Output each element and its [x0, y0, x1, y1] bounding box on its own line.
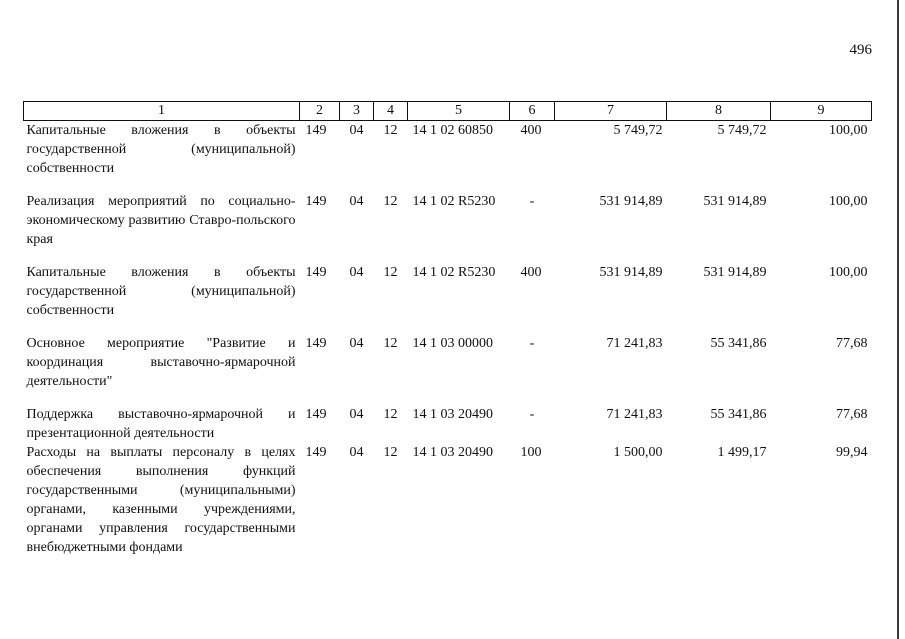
table-row [24, 334, 872, 391]
cell-target: 14 1 02 R5230 [412, 194, 496, 209]
cell-percent: 100,00 [829, 123, 868, 138]
cell-plan: 1 500,00 [613, 445, 663, 460]
cell-percent: 100,00 [829, 265, 868, 280]
cell-percent: 100,00 [829, 194, 868, 209]
cell-section: 04 [349, 265, 364, 280]
row-name: Капитальные вложения в объекты государственной (муниципальной) собственности [26, 265, 296, 318]
cell-actual: 55 341,86 [710, 336, 767, 351]
column-header: 7 [555, 102, 667, 121]
cell-code: 149 [305, 123, 327, 138]
row-name: Расходы на выплаты персоналу в целях обеспечения выполнения функций государственными (муниципальными) органами, казенными учреждениями, органами управления государственными внебюджетными фондами [26, 445, 296, 555]
column-header: 5 [408, 102, 510, 121]
budget-table [23, 101, 872, 557]
cell-percent: 77,68 [836, 336, 868, 351]
cell-code: 149 [305, 265, 327, 280]
column-header: 9 [771, 102, 872, 121]
table-header-row [24, 102, 872, 121]
cell-type: - [529, 407, 535, 422]
cell-section: 04 [349, 445, 364, 460]
cell-type: - [529, 336, 535, 351]
column-header: 8 [667, 102, 771, 121]
cell-percent: 99,94 [836, 445, 868, 460]
row-spacer [24, 320, 872, 334]
cell-actual: 531 914,89 [703, 265, 767, 280]
column-header: 4 [374, 102, 408, 121]
row-spacer [24, 178, 872, 192]
cell-subsection: 12 [383, 194, 398, 209]
cell-plan: 71 241,83 [606, 336, 663, 351]
cell-code: 149 [305, 445, 327, 460]
cell-section: 04 [349, 123, 364, 138]
cell-target: 14 1 03 00000 [412, 336, 493, 351]
scan-edge-line [897, 0, 899, 639]
row-name: Основное мероприятие "Развитие и координация выставочно-ярмарочной деятельности" [26, 336, 296, 389]
cell-actual: 55 341,86 [710, 407, 767, 422]
cell-percent: 77,68 [836, 407, 868, 422]
cell-plan: 5 749,72 [613, 123, 663, 138]
cell-code: 149 [305, 336, 327, 351]
cell-actual: 5 749,72 [717, 123, 767, 138]
table-row [24, 263, 872, 320]
row-name: Поддержка выставочно-ярмарочной и презентационной деятельности [26, 407, 296, 441]
table-row [24, 443, 872, 557]
row-name: Капитальные вложения в объекты государственной (муниципальной) собственности [26, 123, 296, 176]
cell-subsection: 12 [383, 265, 398, 280]
cell-target: 14 1 03 20490 [412, 407, 493, 422]
cell-section: 04 [349, 407, 364, 422]
cell-section: 04 [349, 194, 364, 209]
cell-type: - [529, 194, 535, 209]
row-name: Реализация мероприятий по социально-экономическому развитию Ставро-польского края [26, 194, 296, 247]
cell-code: 149 [305, 194, 327, 209]
cell-plan: 531 914,89 [599, 194, 663, 209]
table-row [24, 192, 872, 249]
column-header: 6 [510, 102, 555, 121]
cell-target: 14 1 02 60850 [412, 123, 493, 138]
cell-target: 14 1 02 R5230 [412, 265, 496, 280]
table-row [24, 121, 872, 179]
cell-actual: 1 499,17 [717, 445, 767, 460]
column-header: 1 [24, 102, 300, 121]
row-spacer [24, 249, 872, 263]
cell-subsection: 12 [383, 407, 398, 422]
cell-plan: 71 241,83 [606, 407, 663, 422]
row-spacer [24, 391, 872, 405]
table-row [24, 405, 872, 443]
column-header: 3 [340, 102, 374, 121]
cell-subsection: 12 [383, 445, 398, 460]
cell-type: 400 [520, 123, 542, 138]
cell-actual: 531 914,89 [703, 194, 767, 209]
cell-type: 400 [520, 265, 542, 280]
column-header: 2 [300, 102, 340, 121]
cell-target: 14 1 03 20490 [412, 445, 493, 460]
cell-type: 100 [520, 445, 542, 460]
page-number: 496 [849, 42, 872, 58]
cell-subsection: 12 [383, 123, 398, 138]
cell-code: 149 [305, 407, 327, 422]
cell-subsection: 12 [383, 336, 398, 351]
cell-plan: 531 914,89 [599, 265, 663, 280]
cell-section: 04 [349, 336, 364, 351]
